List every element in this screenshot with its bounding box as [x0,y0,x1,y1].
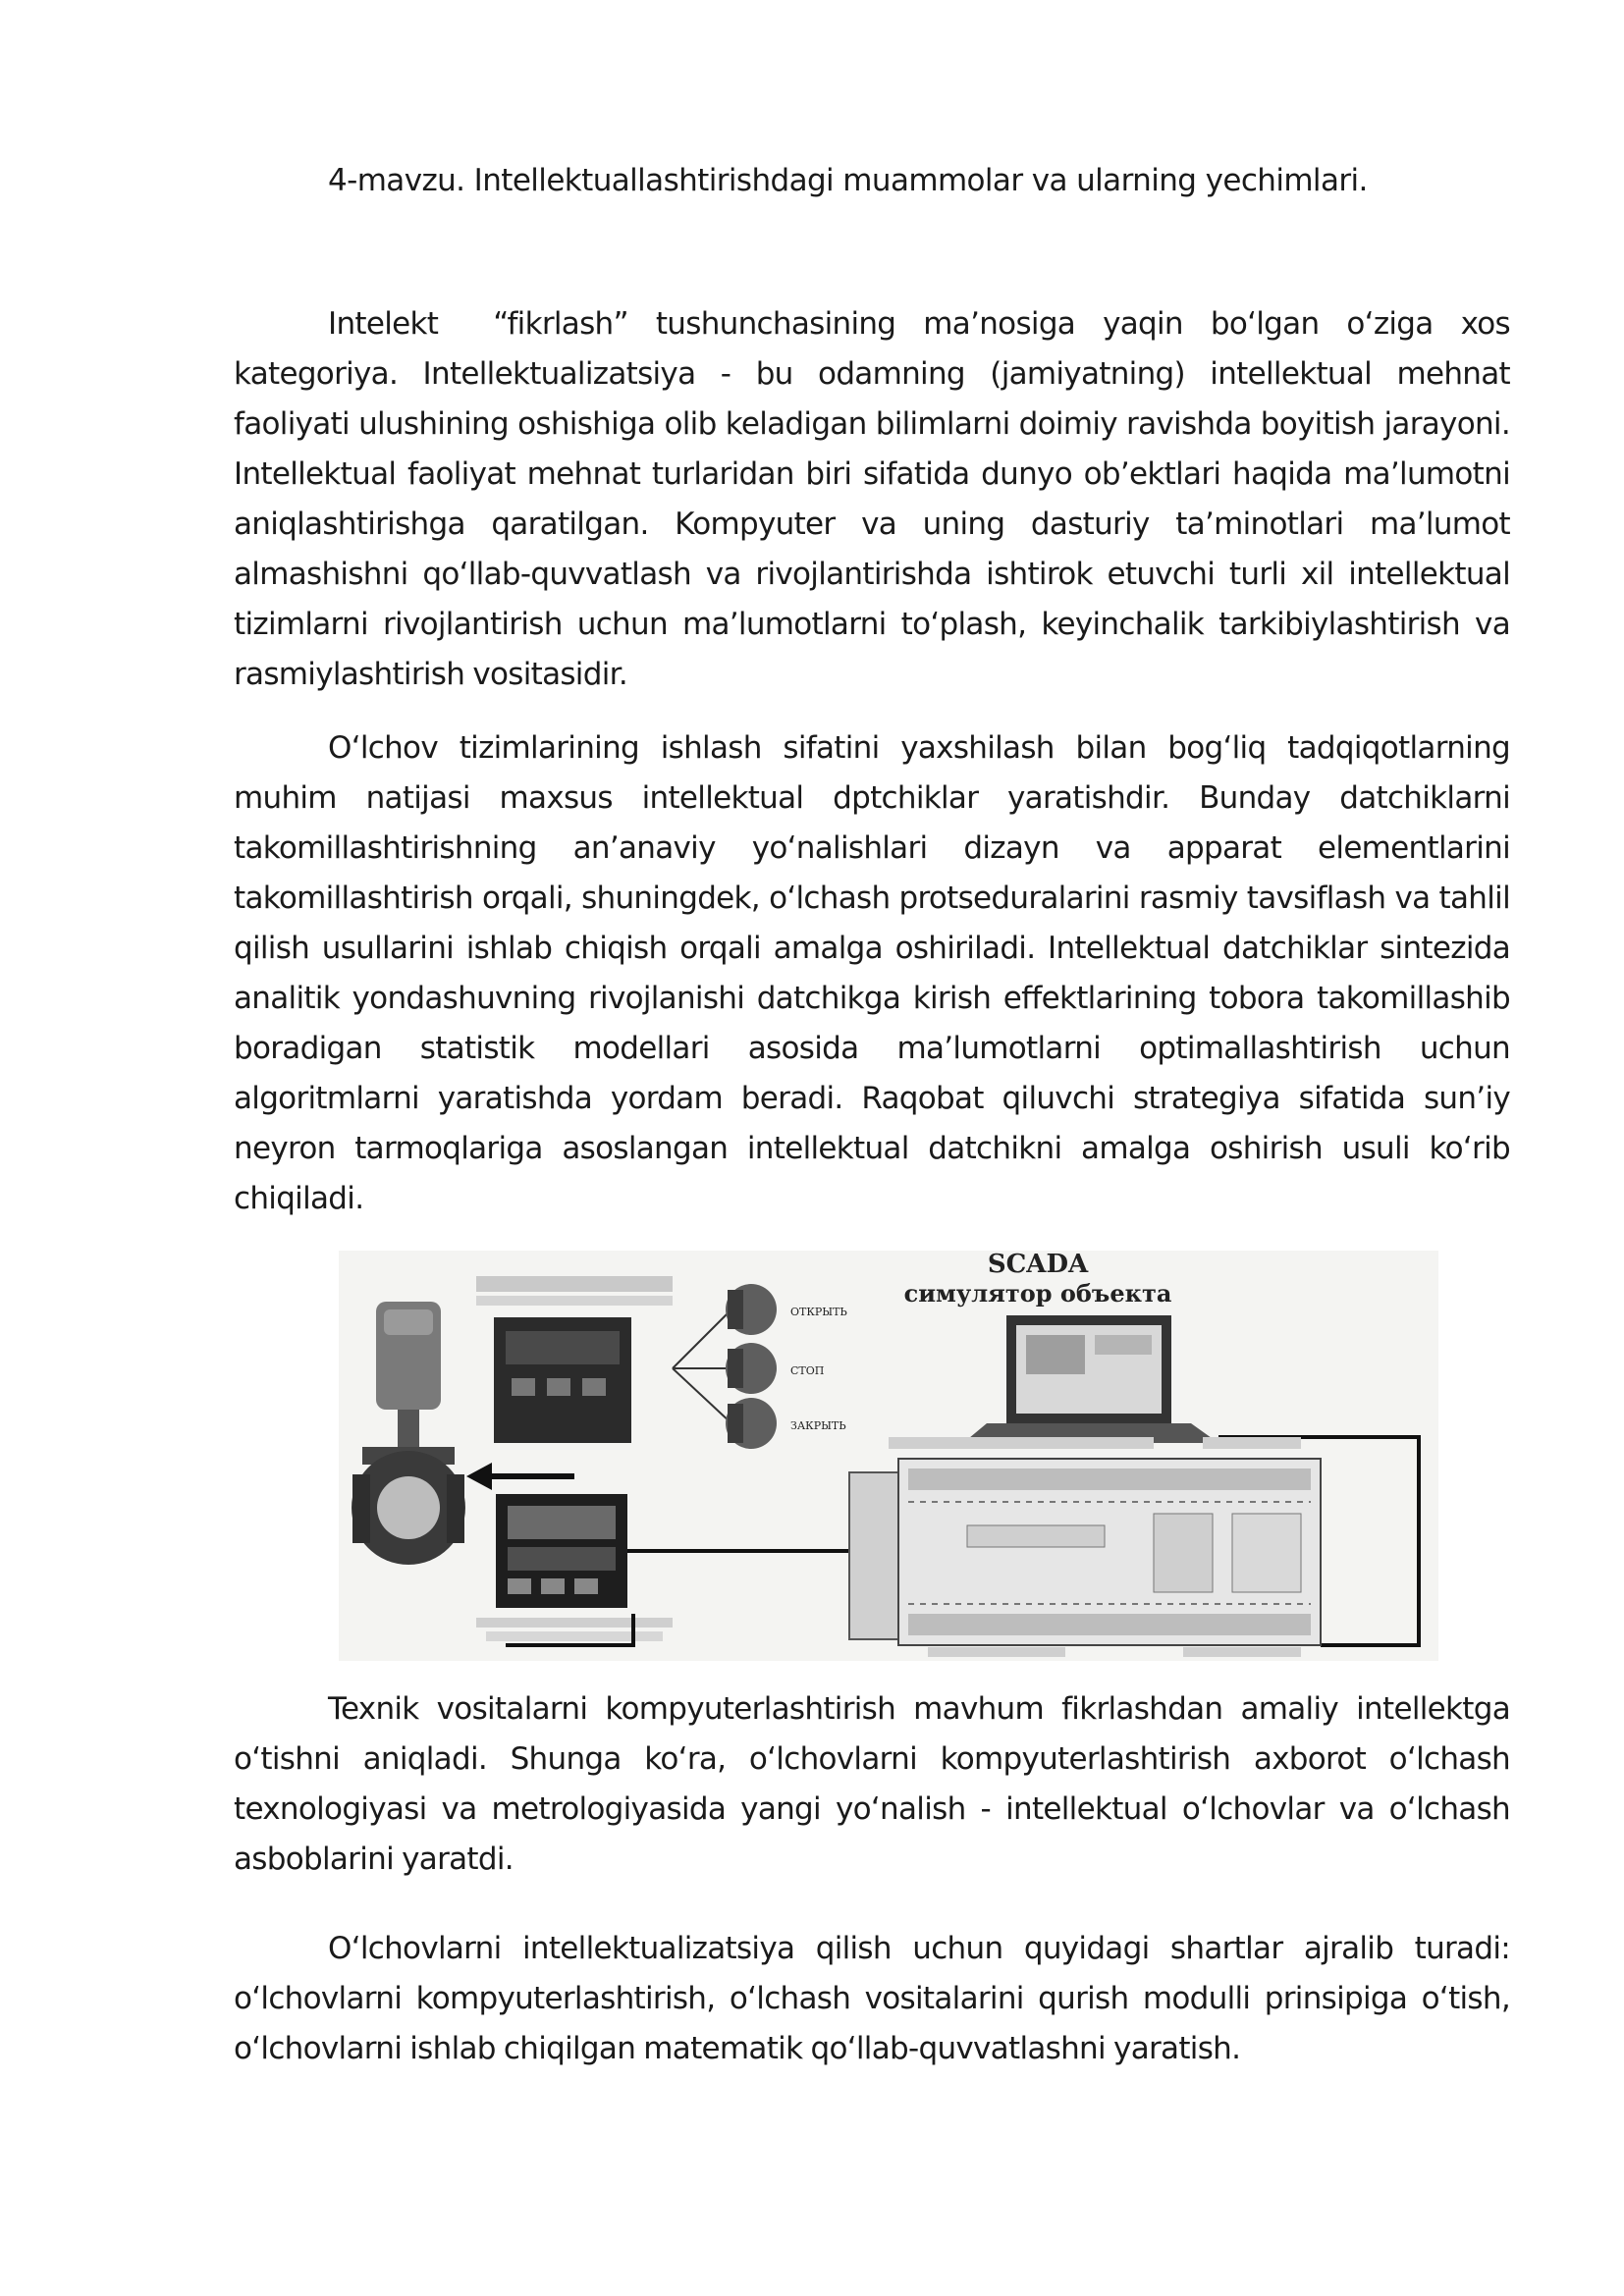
figure-heading-simulator: симулятор объекта [903,1279,1172,1308]
paragraph-1: Intelekt “fikrlash” tushunchasining ma’nosiga yaqin bo‘lgan o‘ziga xos kategoriya. Intellektualizatsiya - bu odamning (jamiyatning) intellektual mehnat faoliyati ulushining oshishiga olib keladigan bilimlarni doimiy ravishda boyitish jarayoni. Intellektual faoliyat mehnat turlaridan biri sifatida dunyo ob’ektlari haqida ma’lumotni aniqlashtirishga qaratilgan. Kompyuter va uning dasturiy ta’minotlari ma’lumot almashishni qo‘llab-quvvatlash va rivojlantirishda ishtirok etuvchi turli xil intellektual tizimlarni rivojlantirish uchun ma’lumotlarni to‘plash, keyinchalik tarkibiylashtirish va rasmiylashtirish vositasidir. [234,306,1510,692]
scada-diagram-figure [339,1251,1438,1661]
plc-module [849,1437,1321,1657]
page-title: 4-mavzu. Intellektuallashtirishdagi muammolar va ularning yechimlari. [328,163,1368,198]
figure-heading-scada: SCADA [987,1251,1089,1279]
paragraph-3: Texnik vositalarni kompyuterlashtirish mavhum fikrlashdan amaliy intellektga o‘tishni aniqladi. Shunga ko‘ra, o‘lchovlarni kompyuterlashtirish axborot o‘lchash texnologiyasi va metrologiyasida yangi yo‘nalish - intellektual o‘lchovlar va o‘lchash asboblarini yaratdi. [234,1691,1510,1877]
paragraph-4: O‘lchovlarni intellektualizatsiya qilish uchun quyidagi shartlar ajralib turadi: o‘lchovlarni kompyuterlashtirish, o‘lchash vositalarini qurish modulli prinsipiga o‘tish, o‘lchovlarni ishlab chiqilgan matematik qo‘llab-quvvatlashni yaratish. [234,1931,1510,2066]
label-stop: СТОП [790,1364,825,1377]
label-close: ЗАКРЫТЬ [790,1419,846,1432]
label-open: ОТКРЫТЬ [790,1306,847,1318]
paragraph-2: O‘lchov tizimlarining ishlash sifatini yaxshilash bilan bog‘liq tadqiqotlarning muhim natijasi maxsus intellektual dptchiklar yaratishdir. Bunday datchiklarni takomillashtirishning an’anaviy yo‘nalishlari dizayn va apparat elementlarini takomillashtirish orqali, shuningdek, o‘lchash protseduralarini rasmiy tavsiflash va tahlil qilish usullarini ishlab chiqish orqali amalga oshiriladi. Intellektual datchiklar sintezida analitik yondashuvning rivojlanishi datchikga kirish effektlarining tobora takomillashib boradigan statistik modellari asosida ma’lumotlarni optimallashtirish uchun algoritmlarni yaratishda yordam beradi. Raqobat qiluvchi strategiya sifatida sun’iy neyron tarmoqlariga asoslangan intellektual datchikni amalga oshirish usuli ko‘rib chiqiladi. [234,730,1510,1216]
